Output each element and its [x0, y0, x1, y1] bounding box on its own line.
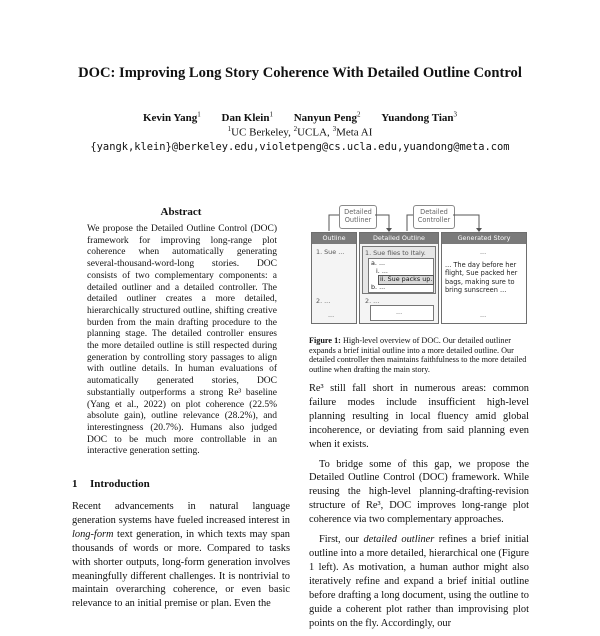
- author-emails: {yangk,klein}@berkeley.edu,violetpeng@cs.ucla.edu,yuandong@meta.com: [90, 141, 510, 153]
- introduction-text: Recent advancements in natural language generation systems have fueled increased interest in long-form text generation, in which texts may span thousands of words or more. Compared to tasks with shorter outputs, long-form generation involves meaningfully different challenges. It is nontrivial to maintain overarching coherence, or even basic relevance to an initial premise or plan. Even the: [72, 501, 290, 610]
- paragraph: First, our detailed outliner refines a brief initial outline into a more detailed, hierarchical one (Figure 1 left). As motivation, a human author might also iteratively refine and expand a brief initial outline before drafting a long document, using the outline to guide a coherent plot rather than improvising plot points on the fly. Accordingly, our: [309, 534, 529, 629]
- figure-caption: Figure 1: High-level overview of DOC. Our detailed outliner expands a brief initial outline into a more detailed outline. Our detailed controller then maintains faithfulness to the more detailed outline when drafting the main story.: [309, 336, 527, 375]
- detailed-outline-item: 1. Sue flies to Italy.: [365, 249, 426, 257]
- figure-1-diagram: [309, 200, 531, 328]
- paper-title: DOC: Improving Long Story Coherence With Detailed Outline Control: [78, 65, 522, 81]
- section-heading: 1 Introduction: [72, 478, 150, 490]
- right-column-text: [309, 382, 529, 636]
- generated-story-text: ... The day before her flight, Sue packed her bags, making sure to bring sunscreen ...: [445, 261, 518, 295]
- generated-story-panel-header: Generated Story: [442, 233, 526, 244]
- paragraph: To bridge some of this gap, we propose the Detailed Outline Control (DOC) framework. While reusing the high-level planning-drafting-revision structure of Re³, DOC improves long-range plot coherence via two complementary approaches.: [309, 458, 529, 526]
- author: Yuandong Tian$^3$: [381, 110, 458, 124]
- generated-story-panel: [441, 232, 527, 324]
- outline-item: 1. Sue ...: [316, 248, 345, 256]
- outline-ellipsis: ...: [328, 311, 335, 319]
- story-ellipsis: ...: [480, 311, 487, 319]
- detailed-outliner-box: Detailed Outliner: [339, 205, 377, 229]
- detailed-controller-box: Detailed Controller: [413, 205, 455, 229]
- author: Dan Klein$^1$: [221, 110, 273, 124]
- detailed-outline-panel-header: Detailed Outline: [360, 233, 438, 244]
- detailed-outline-item: a. ...: [371, 259, 386, 267]
- detailed-outline-item: b. ...: [371, 283, 386, 291]
- detailed-outline-item: 2. ...: [365, 297, 380, 305]
- detailed-outline-ellipsis: ...: [396, 308, 403, 316]
- arrow-line: [407, 215, 413, 231]
- affiliations: $^1$UC Berkeley, $^2$UCLA, $^3$Meta AI: [227, 125, 373, 139]
- outline-panel: [311, 232, 357, 324]
- author: Kevin Yang$^1$: [142, 110, 201, 124]
- abstract-heading: Abstract: [160, 206, 202, 218]
- story-ellipsis: ...: [480, 248, 487, 256]
- paragraph: Re³ still fall short in numerous areas: common failure modes include insufficient high-level planning resulting in local fluency amid global incoherence, or deviating from said planning even when it exists.: [309, 383, 529, 450]
- outline-item: 2. ...: [316, 297, 331, 305]
- detailed-outline-item: ii. Sue packs up.: [380, 275, 433, 283]
- arrow-line: [329, 215, 339, 231]
- arrow-line: [453, 215, 479, 231]
- outline-panel-header: Outline: [312, 233, 356, 244]
- detailed-outline-panel: [359, 232, 439, 324]
- author-list: [30, 110, 570, 124]
- author: Nanyun Peng$^2$: [293, 110, 361, 124]
- abstract-text: We propose the Detailed Outline Control (DOC) framework for improving long-range plot coherence when automatically generating several-thousand-word-long stories. DOC consists of two complementary components: a detailed outliner and a detailed controller. The detailed outliner creates a more detailed, hierarchically structured outline, shifting creative burden from the main drafting procedure to the planning stage. The detailed controller ensures the more detailed outline is still respected during generation by controlling story passages to align with outline details. In human evaluations of automatically generated stories, DOC substantially outperforms a strong Re³ baseline (Yang et al., 2022) on plot coherence (22.5% absolute gain), outline relevance (28.2%), and interestingness (20.7%). Humans also judged DOC to be much more controllable in an interactive generation setting.: [87, 224, 277, 457]
- detailed-outline-item: i. ...: [376, 267, 388, 275]
